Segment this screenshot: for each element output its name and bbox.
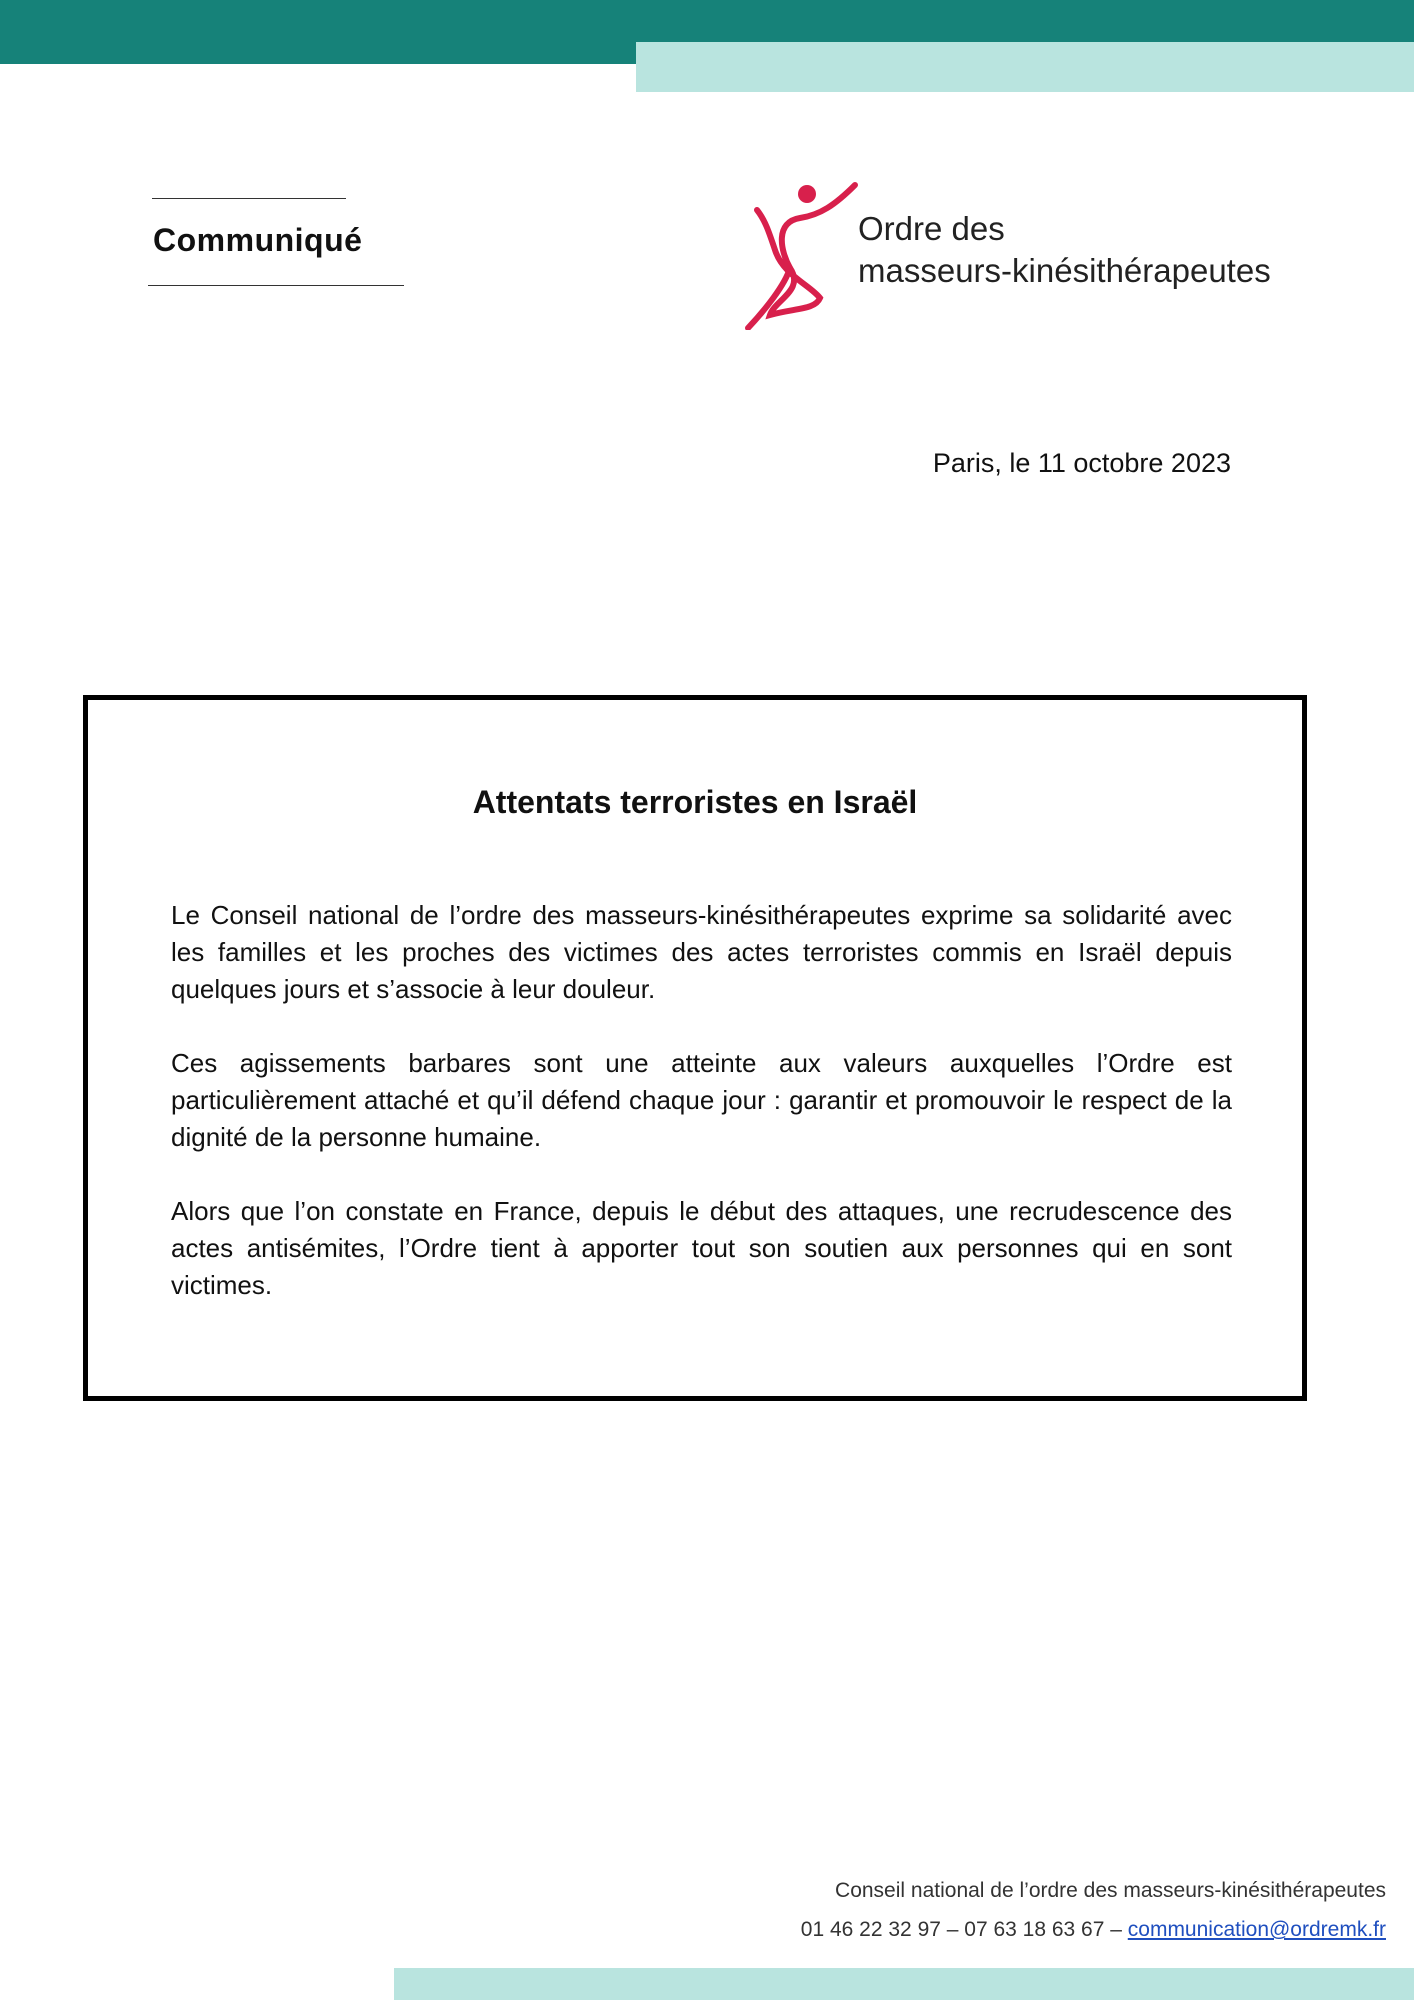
- header-band-light: [636, 42, 1414, 92]
- footer-phones: 01 46 22 32 97 – 07 63 18 63 67 –: [800, 1918, 1128, 1941]
- footer-contact: [700, 1918, 1386, 1942]
- org-name-line1: Ordre des: [858, 210, 1005, 247]
- date-line: Paris, le 11 octobre 2023: [932, 448, 1231, 478]
- statement-body: [171, 897, 1232, 1341]
- org-name-line2: masseurs-kinésithérapeutes: [858, 252, 1271, 289]
- paragraph-3: Alors que l’on constate en France, depuis le début des attaques, une recrudescence des actes antisémites, l’Ordre tient à apporter tout son soutien aux personnes qui en sont victimes.: [171, 1196, 1232, 1300]
- label-rule-bottom: [148, 285, 404, 286]
- organization-logo-text: [858, 208, 1271, 292]
- paragraph-1: Le Conseil national de l’ordre des masseurs-kinésithérapeutes exprime sa solidarité avec les familles et les proches des victimes des actes terroristes commis en Israël depuis quelques jours et s’associe à leur douleur.: [171, 900, 1232, 1004]
- statement-title: Attentats terroristes en Israël: [472, 784, 918, 820]
- statement-box: [83, 695, 1307, 1401]
- label-rule-top: [152, 198, 346, 199]
- document-type-label: Communiqué: [153, 222, 363, 258]
- footer-email-link[interactable]: communication@ordremk.fr: [1127, 1918, 1386, 1941]
- footer-organization: Conseil national de l’ordre des masseurs-kinésithérapeutes: [835, 1879, 1386, 1902]
- dancing-figure-logo-icon: [745, 180, 865, 330]
- footer-band: [394, 1968, 1414, 2000]
- paragraph-2: Ces agissements barbares sont une atteinte aux valeurs auxquelles l’Ordre est particulièrement attaché et qu’il défend chaque jour : garantir et promouvoir le respect de la dignité de la personne humaine.: [171, 1048, 1232, 1152]
